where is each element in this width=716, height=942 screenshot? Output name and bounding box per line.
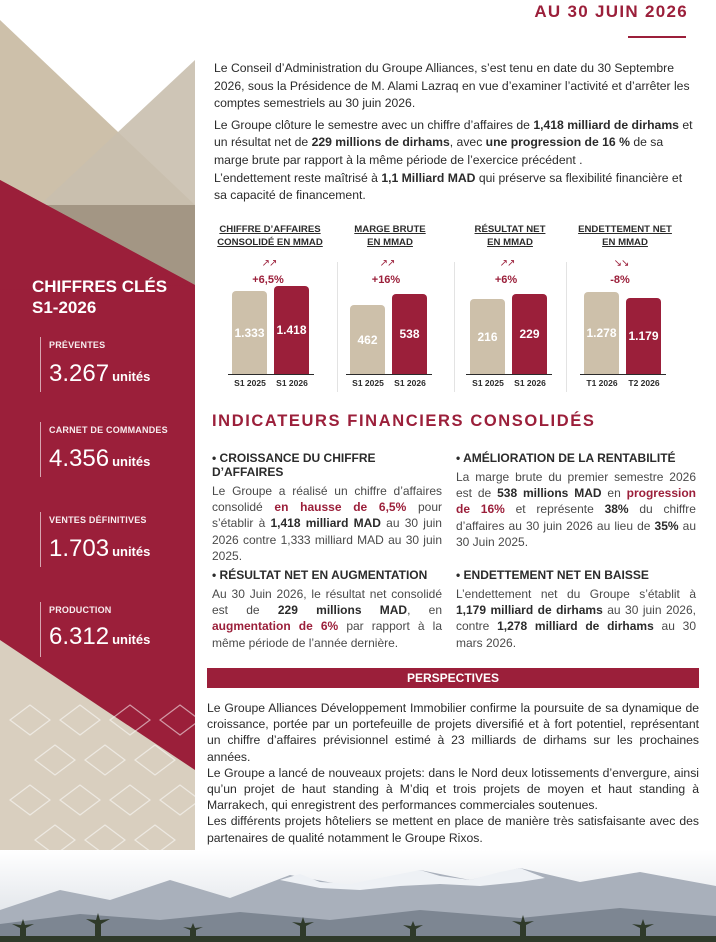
chart-bar-label: S1 2026	[276, 378, 308, 388]
kpi-divider	[40, 337, 41, 392]
chart-bar-label: S1 2026	[394, 378, 426, 388]
indicator-title: • RÉSULTAT NET EN AUGMENTATION	[212, 568, 428, 582]
indicator-block-ca	[212, 451, 442, 564]
kpi-label: PRÉVENTES	[49, 340, 106, 350]
chart-baseline	[346, 374, 432, 375]
chart-change-label: +6,5%	[252, 274, 284, 286]
kpi-unit: unités	[112, 369, 151, 384]
chart-bar-label: S1 2025	[352, 378, 384, 388]
perspectives-paragraph: Le Groupe Alliances Développement Immobilier confirme la poursuite de sa dynamique de croissance, portée par un portefeuille de projets diversifié et à fort potentiel, représentant un chiffre d’affaires prévisionnel estimé à 23 milliards de dirhams sur les prochaines années.	[207, 701, 699, 764]
chart-bar: 1.333	[232, 291, 267, 374]
indicator-text: Au 30 Juin 2026, le résultat net consolidé est de 229 millions MAD, en augmentation de 6% par rapport à la même période de l’année dernière.	[212, 587, 443, 650]
intro-paragraph-1: Le Conseil d’Administration du Groupe Alliances, s’est tenu en date du 30 Septembre 2026, sous la Présidence de M. Alami Lazraq en vue d’examiner l’activité et d’arrêter les comptes semestriels au 30 juin 2026.	[214, 61, 690, 111]
kpi-number: 6.312	[49, 623, 110, 650]
indicator-text: La marge brute du premier semestre 2026 est de 538 millions MAD en progression de 16% et représente 38% du chiffre d’affaires au 30 juin 2026 au lieu de 35% au 30 Juin 2025.	[456, 470, 697, 549]
chart-bar-label: S1 2025	[472, 378, 504, 388]
page-title: AU 30 JUIN 2026	[534, 2, 688, 21]
kpi-divider	[40, 422, 41, 477]
chart-title-resultat: RÉSULTAT NET EN MMAD	[474, 224, 546, 248]
chart-separator	[454, 262, 455, 392]
intro-paragraph-3: L’endettement reste maîtrisé à 1,1 Milliard MAD qui préserve sa flexibilité financière et sa capacité de financement.	[214, 170, 683, 203]
chart-title-marge: MARGE BRUTE EN MMAD	[354, 224, 426, 248]
chart-baseline	[228, 374, 314, 375]
chart-separator	[566, 262, 567, 392]
kpi-value	[49, 445, 150, 473]
kpi-number: 3.267	[49, 360, 110, 387]
kpi-label: CARNET DE COMMANDES	[49, 425, 168, 435]
title-underline	[628, 36, 686, 38]
chart-bar-label: S1 2025	[234, 378, 266, 388]
trend-up-icon: ↗↗	[499, 258, 515, 269]
chart-bar-label: T2 2026	[628, 378, 660, 388]
kpi-value	[49, 623, 150, 651]
chart-bar-label: T1 2026	[586, 378, 618, 388]
kpi-divider	[40, 602, 41, 657]
chart-bar: 1.418	[274, 286, 309, 374]
chart-title-ca: CHIFFRE D’AFFAIRES CONSOLIDÉ EN MMAD	[217, 224, 323, 248]
indicator-block-endettement	[456, 568, 696, 651]
indicator-text: L’endettement net du Groupe s’établit à 1,179 milliard de dirhams au 30 juin 2026, contre 1,278 milliard de dirhams au 30 mars 2026.	[456, 587, 696, 650]
trend-up-icon: ↗↗	[261, 258, 277, 269]
section-title-indicateurs: INDICATEURS FINANCIERS CONSOLIDÉS	[212, 412, 596, 430]
kpi-value	[49, 360, 150, 388]
indicator-block-resultat	[212, 568, 442, 651]
chart-bar: 216	[470, 299, 505, 374]
kpi-number: 4.356	[49, 445, 110, 472]
indicator-block-rentabilite	[456, 451, 696, 550]
kpi-unit: unités	[112, 454, 151, 469]
kpi-number: 1.703	[49, 535, 110, 562]
sidebar-title	[32, 276, 192, 318]
chart-baseline	[466, 374, 552, 375]
chart-bar: 1.278	[584, 292, 619, 374]
indicator-title: • CROISSANCE DU CHIFFRE D’AFFAIRES	[212, 451, 376, 479]
kpi-divider	[40, 512, 41, 567]
sidebar-title-line2: S1-2026	[32, 298, 97, 317]
perspectives-header: PERSPECTIVES	[207, 668, 699, 688]
trend-down-icon: ↘↘	[613, 258, 629, 269]
chart-baseline	[580, 374, 666, 375]
landscape-image	[0, 850, 716, 942]
kpi-label: VENTES DÉFINITIVES	[49, 515, 147, 525]
chart-bar: 229	[512, 294, 547, 374]
kpi-unit: unités	[112, 632, 151, 647]
intro-paragraph-2: Le Groupe clôture le semestre avec un chiffre d’affaires de 1,418 milliard de dirhams et un résultat net de 229 millions de dirhams, avec une progression de 16 % de sa marge brute par rapport à la même période de l’exercice précédent .	[214, 117, 693, 167]
perspectives-paragraph: Le Groupe a lancé de nouveaux projets: dans le Nord deux lotissements d’envergure, ainsi qu’un projet de haut standing à M’diq et trois projets de moyen et haut standing à Marrakech, qui enregistrent des performances commerciales soutenues.	[207, 765, 699, 813]
chart-title-endettement: ENDETTEMENT NET EN MMAD	[578, 224, 672, 248]
kpi-value	[49, 535, 150, 563]
perspectives-text	[207, 700, 699, 846]
chart-bar: 462	[350, 305, 385, 374]
kpi-unit: unités	[112, 544, 151, 559]
chart-change-label: +6%	[494, 274, 518, 286]
chart-change-label: -8%	[610, 274, 630, 286]
chart-bar: 1.179	[626, 298, 661, 374]
chart-bar: 538	[392, 294, 427, 374]
chart-change-label: +16%	[371, 274, 401, 286]
trend-up-icon: ↗↗	[379, 258, 395, 269]
intro-text	[214, 60, 697, 209]
perspectives-paragraph: Les différents projets hôteliers se mettent en place de manière très satisfaisante avec des partenaires de qualité notamment le Groupe Rixos.	[207, 814, 699, 845]
indicator-title: • AMÉLIORATION DE LA RENTABILITÉ	[456, 451, 676, 465]
indicator-text: Le Groupe a réalisé un chiffre d’affaires consolidé en hausse de 6,5% pour s’établir à 1,418 milliard MAD au 30 juin 2026 contre 1,333 milliard MAD au 30 juin 2025.	[212, 484, 442, 563]
indicator-title: • ENDETTEMENT NET EN BAISSE	[456, 568, 649, 582]
sidebar-title-line1: CHIFFRES CLÉS	[32, 277, 168, 296]
chart-separator	[337, 262, 338, 392]
kpi-label: PRODUCTION	[49, 605, 112, 615]
chart-bar-label: S1 2026	[514, 378, 546, 388]
